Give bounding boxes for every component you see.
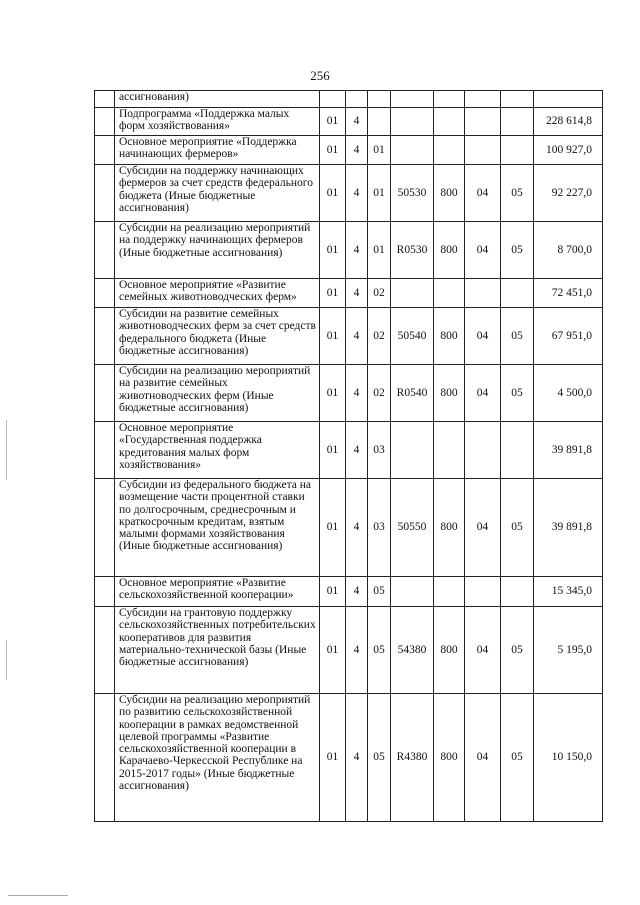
subchapter-code-cell: 05 — [501, 165, 534, 222]
amount-cell: 39 891,8 — [534, 422, 603, 479]
chapter-code-cell — [465, 577, 501, 607]
expense-type-code-cell — [434, 279, 465, 308]
budget-table — [94, 90, 603, 822]
expense-type-code-cell: 800 — [434, 308, 465, 365]
table-body — [95, 91, 603, 822]
expense-type-code-cell — [434, 91, 465, 108]
amount-cell: 228 614,8 — [534, 108, 603, 136]
table-row — [95, 607, 603, 694]
target-article-code-cell — [391, 136, 434, 165]
target-article-code-cell — [391, 279, 434, 308]
table-row — [95, 222, 603, 279]
subchapter-code-cell — [501, 279, 534, 308]
section-code-cell: 01 — [320, 308, 346, 365]
target-article-code-cell: 50540 — [391, 308, 434, 365]
expense-type-code-cell — [434, 422, 465, 479]
item-name-cell: Основное мероприятие «Развитие сельскохозяйственной кооперации» — [115, 577, 320, 607]
row-marker-cell — [95, 308, 115, 365]
expense-type-code-cell: 800 — [434, 607, 465, 694]
target-article-code-cell: R0530 — [391, 222, 434, 279]
chapter-code-cell: 04 — [465, 607, 501, 694]
subsection-code-cell: 4 — [346, 222, 368, 279]
table-row — [95, 136, 603, 165]
row-marker-cell — [95, 479, 115, 577]
subsection-code-cell: 4 — [346, 365, 368, 422]
item-name-cell: Субсидии на поддержку начинающих фермеров за счет средств федерального бюджета (Иные бюджетные ассигнования) — [115, 165, 320, 222]
table-row — [95, 108, 603, 136]
section-code-cell: 01 — [320, 136, 346, 165]
subsection-code-cell: 4 — [346, 279, 368, 308]
row-marker-cell — [95, 136, 115, 165]
item-code-cell: 03 — [368, 422, 391, 479]
row-marker-cell — [95, 165, 115, 222]
expense-type-code-cell: 800 — [434, 165, 465, 222]
item-code-cell: 05 — [368, 577, 391, 607]
section-code-cell: 01 — [320, 479, 346, 577]
item-code-cell: 03 — [368, 479, 391, 577]
item-code-cell: 01 — [368, 165, 391, 222]
subsection-code-cell: 4 — [346, 479, 368, 577]
row-marker-cell — [95, 607, 115, 694]
target-article-code-cell: 50530 — [391, 165, 434, 222]
target-article-code-cell — [391, 577, 434, 607]
target-article-code-cell: R4380 — [391, 694, 434, 822]
item-name-cell: Субсидии на развитие семейных животноводческих ферм за счет средств федерального бюджета (Иные бюджетные ассигнования) — [115, 308, 320, 365]
amount-cell: 39 891,8 — [534, 479, 603, 577]
section-code-cell: 01 — [320, 365, 346, 422]
subchapter-code-cell: 05 — [501, 607, 534, 694]
page-number: 256 — [310, 68, 330, 83]
subsection-code-cell: 4 — [346, 694, 368, 822]
subsection-code-cell: 4 — [346, 308, 368, 365]
item-name-cell: Основное мероприятие «Государственная поддержка кредитования малых форм хозяйствования» — [115, 422, 320, 479]
item-code-cell: 02 — [368, 279, 391, 308]
subsection-code-cell: 4 — [346, 607, 368, 694]
subchapter-code-cell: 05 — [501, 222, 534, 279]
table-row — [95, 694, 603, 822]
item-name-cell: Субсидии на реализацию мероприятий на развитие семейных животноводческих ферм (Иные бюджетные ассигнования) — [115, 365, 320, 422]
subchapter-code-cell — [501, 91, 534, 108]
target-article-code-cell: 50550 — [391, 479, 434, 577]
table-row — [95, 91, 603, 108]
item-name-cell: ассигнования) — [115, 91, 320, 108]
section-code-cell: 01 — [320, 607, 346, 694]
bottom-rule — [8, 895, 68, 896]
row-marker-cell — [95, 91, 115, 108]
amount-cell: 10 150,0 — [534, 694, 603, 822]
row-marker-cell — [95, 279, 115, 308]
amount-cell: 15 345,0 — [534, 577, 603, 607]
subchapter-code-cell — [501, 108, 534, 136]
subsection-code-cell: 4 — [346, 108, 368, 136]
target-article-code-cell: R0540 — [391, 365, 434, 422]
expense-type-code-cell: 800 — [434, 694, 465, 822]
item-name-cell: Субсидии из федерального бюджета на возмещение части процентной ставки по долгосрочным, среднесрочным и краткосрочным кредитам, взятым малыми формами хозяйствования (Иные бюджетные ассигнования) — [115, 479, 320, 577]
expense-type-code-cell — [434, 577, 465, 607]
subsection-code-cell: 4 — [346, 165, 368, 222]
item-code-cell: 02 — [368, 308, 391, 365]
expense-type-code-cell — [434, 108, 465, 136]
amount-cell: 100 927,0 — [534, 136, 603, 165]
amount-cell: 92 227,0 — [534, 165, 603, 222]
expense-type-code-cell: 800 — [434, 222, 465, 279]
amount-cell: 67 951,0 — [534, 308, 603, 365]
amount-cell: 4 500,0 — [534, 365, 603, 422]
item-code-cell — [368, 108, 391, 136]
row-marker-cell — [95, 222, 115, 279]
chapter-code-cell — [465, 279, 501, 308]
row-marker-cell — [95, 577, 115, 607]
scan-edge-mark — [6, 420, 7, 480]
section-code-cell: 01 — [320, 694, 346, 822]
item-code-cell: 01 — [368, 222, 391, 279]
subsection-code-cell: 4 — [346, 136, 368, 165]
section-code-cell — [320, 91, 346, 108]
row-marker-cell — [95, 422, 115, 479]
table-row — [95, 279, 603, 308]
expense-type-code-cell: 800 — [434, 365, 465, 422]
target-article-code-cell — [391, 91, 434, 108]
subchapter-code-cell — [501, 136, 534, 165]
amount-cell: 72 451,0 — [534, 279, 603, 308]
subsection-code-cell — [346, 91, 368, 108]
row-marker-cell — [95, 365, 115, 422]
subchapter-code-cell: 05 — [501, 479, 534, 577]
item-code-cell: 02 — [368, 365, 391, 422]
section-code-cell: 01 — [320, 279, 346, 308]
amount-cell: 8 700,0 — [534, 222, 603, 279]
target-article-code-cell — [391, 422, 434, 479]
table-row — [95, 165, 603, 222]
item-code-cell: 05 — [368, 607, 391, 694]
chapter-code-cell: 04 — [465, 165, 501, 222]
section-code-cell: 01 — [320, 222, 346, 279]
expense-type-code-cell — [434, 136, 465, 165]
target-article-code-cell: 54380 — [391, 607, 434, 694]
chapter-code-cell — [465, 422, 501, 479]
subchapter-code-cell — [501, 577, 534, 607]
expense-type-code-cell: 800 — [434, 479, 465, 577]
amount-cell — [534, 91, 603, 108]
subchapter-code-cell: 05 — [501, 365, 534, 422]
table-row — [95, 422, 603, 479]
item-code-cell — [368, 91, 391, 108]
target-article-code-cell — [391, 108, 434, 136]
subchapter-code-cell: 05 — [501, 308, 534, 365]
item-name-cell: Основное мероприятие «Развитие семейных животноводческих ферм» — [115, 279, 320, 308]
scan-edge-mark — [6, 640, 7, 680]
table-row — [95, 308, 603, 365]
row-marker-cell — [95, 108, 115, 136]
section-code-cell: 01 — [320, 577, 346, 607]
item-name-cell: Субсидии на реализацию мероприятий по развитию сельскохозяйственной кооперации в рамках ведомственной целевой программы «Развитие сельскохозяйственной кооперации в Карачаево-Черкесской Республике на 2015-2017 годы» (Иные бюджетные ассигнования) — [115, 694, 320, 822]
item-code-cell: 01 — [368, 136, 391, 165]
table-row — [95, 365, 603, 422]
subchapter-code-cell: 05 — [501, 694, 534, 822]
amount-cell: 5 195,0 — [534, 607, 603, 694]
chapter-code-cell — [465, 136, 501, 165]
subsection-code-cell: 4 — [346, 577, 368, 607]
subchapter-code-cell — [501, 422, 534, 479]
item-name-cell: Субсидии на грантовую поддержку сельскохозяйственных потребительских кооперативов для развития материально-технической базы (Иные бюджетные ассигнования) — [115, 607, 320, 694]
chapter-code-cell: 04 — [465, 479, 501, 577]
chapter-code-cell: 04 — [465, 365, 501, 422]
chapter-code-cell: 04 — [465, 308, 501, 365]
item-name-cell: Подпрограмма «Поддержка малых форм хозяйствования» — [115, 108, 320, 136]
section-code-cell: 01 — [320, 165, 346, 222]
table-row — [95, 479, 603, 577]
chapter-code-cell — [465, 91, 501, 108]
chapter-code-cell: 04 — [465, 222, 501, 279]
subsection-code-cell: 4 — [346, 422, 368, 479]
section-code-cell: 01 — [320, 108, 346, 136]
chapter-code-cell — [465, 108, 501, 136]
row-marker-cell — [95, 694, 115, 822]
item-code-cell: 05 — [368, 694, 391, 822]
section-code-cell: 01 — [320, 422, 346, 479]
item-name-cell: Субсидии на реализацию мероприятий на поддержку начинающих фермеров (Иные бюджетные ассигнования) — [115, 222, 320, 279]
chapter-code-cell: 04 — [465, 694, 501, 822]
item-name-cell: Основное мероприятие «Поддержка начинающих фермеров» — [115, 136, 320, 165]
table-row — [95, 577, 603, 607]
